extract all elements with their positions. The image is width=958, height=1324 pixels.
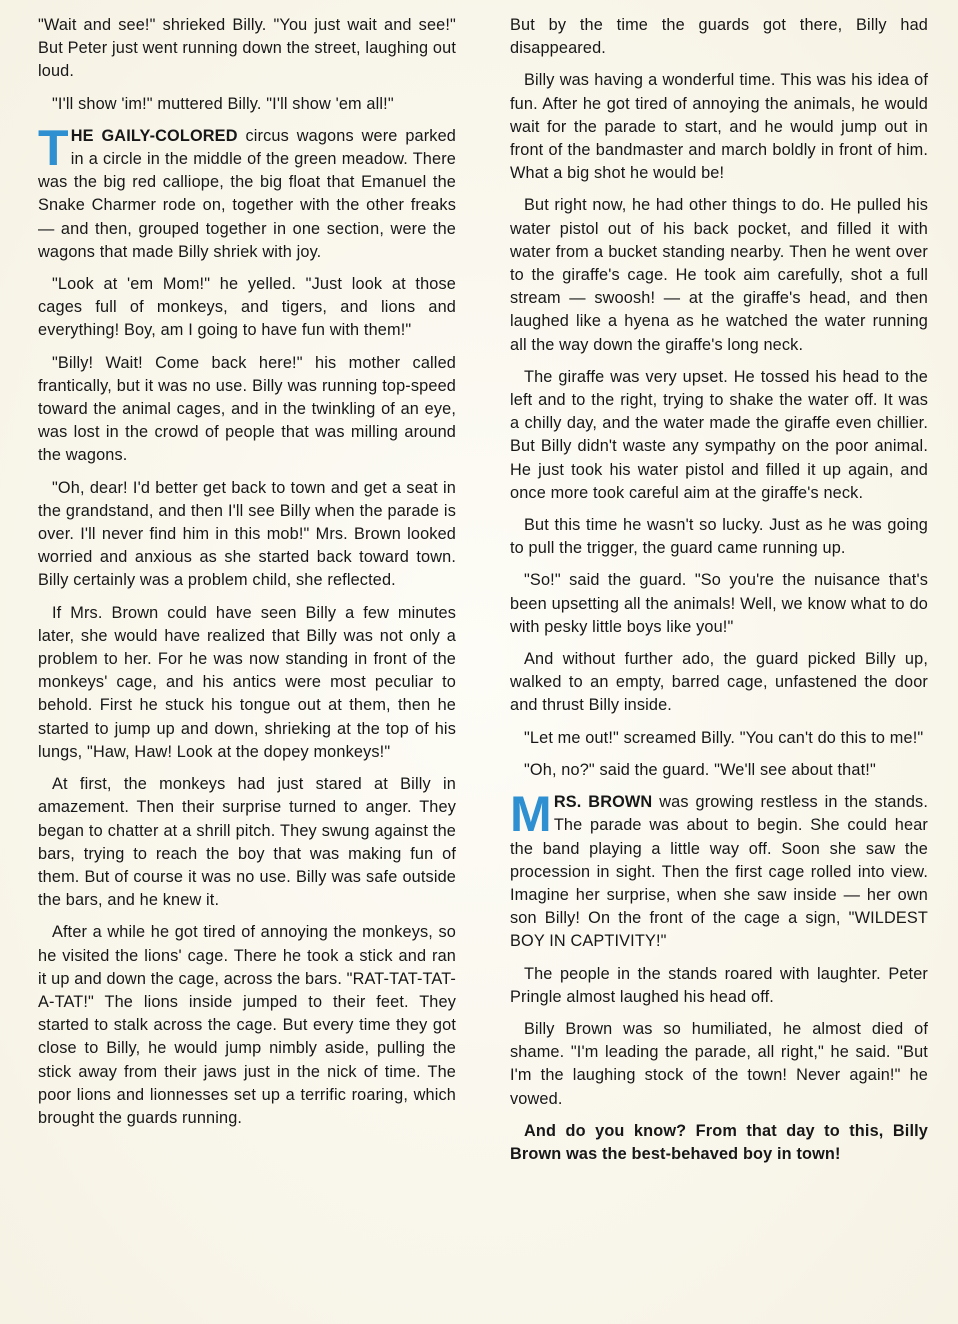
paragraph: But right now, he had other things to do. He pulled his water pistol out of his back pocket, and filled it with water from a bucket standing nearby. Then he went over to the giraffe's cage. He took aim carefully, shot a full stream — swoosh! — at the giraffe's head, and then laughed like a hyena as he watched the water running all the way down the giraffe's long neck.: [510, 196, 928, 354]
drop-cap: M: [510, 786, 552, 843]
closing-paragraph: And do you know? From that day to this, Billy Brown was the best-behaved boy in town!: [510, 1121, 928, 1163]
paragraph: Billy was having a wonderful time. This was his idea of fun. After he got tired of annoying the animals, he would wait for the parade to start, and he would jump out in front of the bandmaster and march boldly in front of him. What a big shot he would be!: [510, 71, 928, 183]
paragraph: The people in the stands roared with laughter. Peter Pringle almost laughed his head off.: [510, 964, 928, 1006]
paragraph: Billy Brown was so humiliated, he almost died of shame. "I'm leading the parade, all right," he said. "But I'm the laughing stock of the town! Never again!" he vowed.: [510, 1019, 928, 1108]
paragraph: "Wait and see!" shrieked Billy. "You just wait and see!" But Peter just went running down the street, laughing out loud.: [38, 16, 456, 81]
paragraph: But this time he wasn't so lucky. Just as he was going to pull the trigger, the guard came running up.: [510, 516, 928, 558]
paragraph: At first, the monkeys had just stared at Billy in amazement. Then their surprise turned to anger. They began to chatter at a shrill pitch. They swung against the bars, trying to reach the boy that was making fun of them. But of course it was no use. Billy was safe outside the bars, and he knew it.: [38, 775, 456, 910]
paragraph: "I'll show 'im!" muttered Billy. "I'll show 'em all!": [52, 94, 394, 113]
section-opening-paragraph: [510, 786, 928, 953]
paragraph: But by the time the guards got there, Billy had disappeared.: [510, 16, 928, 58]
paragraph: "Billy! Wait! Come back here!" his mother called frantically, but it was no use. Billy was running top-speed toward the animal cages, and in the twinkling of an eye, was lost in the crowd of people that was milling around the wagons.: [38, 353, 456, 465]
paragraph: After a while he got tired of annoying the monkeys, so he visited the lions' cage. There he took a stick and ran it up and down the cage, across the bars. "RAT-TAT-TAT-A-TAT!" The lions inside jumped to their feet. They started to stalk across the cage. But every time they got close to Billy, he would jump nimbly aside, pulling the stick away from their jaws just in the nick of time. The poor lions and lionnesses set up a terrific roaring, which brought the guards running.: [38, 923, 456, 1127]
paragraph: The giraffe was very upset. He tossed his head to the left and to the right, trying to shake the water off. It was a chilly day, and the water made the giraffe even chillier. But Billy didn't waste any sympathy on the poor animal. He just took his water pistol and filled it up again, and once more took careful aim at the giraffe's neck.: [510, 367, 928, 502]
right-column: [510, 14, 928, 1175]
section-opening-paragraph: [38, 119, 456, 264]
paragraph: "So!" said the guard. "So you're the nuisance that's been upsetting all the animals! Well, we know what to do with pesky little boys like you!": [510, 571, 928, 636]
paragraph: "Look at 'em Mom!" he yelled. "Just look at those cages full of monkeys, and tigers, and lions and everything! Boy, am I going to have fun with them!": [38, 275, 456, 340]
paragraph: "Let me out!" screamed Billy. "You can't do this to me!": [524, 728, 924, 747]
paragraph: And without further ado, the guard picked Billy up, walked to an empty, barred cage, unfastened the door and thrust Billy inside.: [510, 650, 928, 715]
paragraph: "Oh, dear! I'd better get back to town and get a seat in the grandstand, and then I'll see Billy when the parade is over. I'll never find him in this mob!" Mrs. Brown looked worried and anxious as she started back toward town. Billy certainly was a problem child, she reflected.: [38, 478, 456, 590]
paragraph: "Oh, no?" said the guard. "We'll see about that!": [524, 760, 876, 779]
paragraph-text: was growing restless in the stands. The parade was about to begin. She could hear the band playing a little way off. Soon she saw the procession in sight. Then the first cage rolled into view. Imagine her surprise, when she saw inside — her own son Billy! On the front of the cage a sign, "WILDEST BOY IN CAPTIVITY!": [510, 793, 928, 951]
lead-in: RS. BROWN: [553, 793, 653, 812]
lead-in: HE GAILY-COLORED: [70, 126, 238, 145]
paragraph-text: circus wagons were parked in a circle in the middle of the green meadow. There was the big red calliope, the big float that Emanuel the Snake Charmer rode on, together with the other freaks — and then, grouped together in one section, were the wagons that made Billy shriek with joy.: [38, 126, 456, 261]
left-column: [38, 14, 456, 1139]
paragraph: If Mrs. Brown could have seen Billy a few minutes later, she would have realized that Billy was not only a problem to her. For he was now standing in front of the monkeys' cage, and his antics were most peculiar to behold. First he stuck his tongue out at them, then he started to jump up and down, shrieking at the top of his lungs, "Haw, Haw! Look at the dopey monkeys!": [38, 603, 456, 761]
drop-cap: T: [38, 119, 69, 176]
